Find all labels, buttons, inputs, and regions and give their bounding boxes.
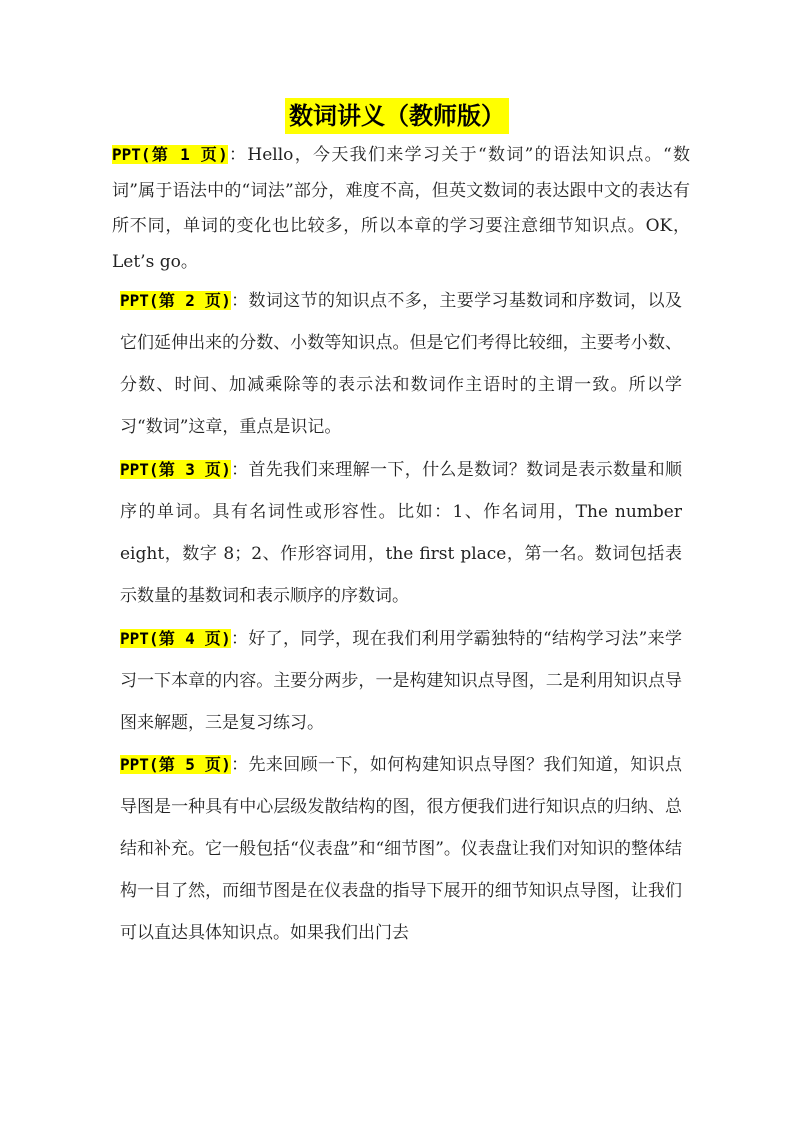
tag-separator: ： — [230, 629, 249, 649]
paragraph-ppt-3 — [120, 449, 682, 617]
tag-separator: ： — [230, 755, 249, 775]
paragraph-text: 先来回顾一下，如何构建知识点导图？我们知道，知识点导图是一种具有中心层级发散结构的图，很方便我们进行知识点的归纳、总结和补充。它一般包括“仪表盘”和“细节图”。仪表盘让我们对知识的整体结构一目了然，而细节图是在仪表盘的指导下展开的细节知识点导图，让我们可以直达具体知识点。如果我们出门去 — [120, 755, 683, 943]
document-title: 数词讲义（教师版） — [285, 98, 509, 134]
paragraph-ppt-1 — [112, 137, 690, 280]
paragraph-text: 数词这节的知识点不多，主要学习基数词和序数词，以及它们延伸出来的分数、小数等知识点。但是它们考得比较细，主要考小数、分数、时间、加减乘除等的表示法和数词作主语时的主谓一致。所以学习“数词”这章，重点是识记。 — [120, 291, 683, 437]
paragraph-text: 好了，同学，现在我们利用学霸独特的“结构学习法”来学习一下本章的内容。主要分两步，一是构建知识点导图，二是利用知识点导图来解题，三是复习练习。 — [120, 629, 682, 733]
paragraph-text: 首先我们来理解一下，什么是数词？数词是表示数量和顺序的单词。具有名词性或形容性。比如：1、作名词用，The number eight，数字 8；2、作形容词用，the first place，第一名。数词包括表示数量的基数词和表示顺序的序数词。 — [120, 460, 683, 606]
paragraph-ppt-4 — [120, 618, 682, 744]
tag-separator: ： — [230, 291, 249, 311]
ppt-tag: PPT(第 1 页) — [112, 145, 228, 164]
tag-separator: ： — [230, 460, 249, 480]
ppt-tag: PPT(第 5 页) — [120, 755, 231, 774]
tag-separator: ： — [227, 145, 248, 165]
ppt-tag: PPT(第 4 页) — [120, 629, 231, 648]
title-wrap — [0, 98, 794, 134]
ppt-tag: PPT(第 3 页) — [120, 460, 231, 479]
paragraph-text: Hello，今天我们来学习关于“数词”的语法知识点。“数词”属于语法中的“词法”部分，难度不高，但英文数词的表达跟中文的表达有所不同，单词的变化也比较多，所以本章的学习要注意细节知识点。OK，Let’s go。 — [112, 145, 690, 272]
paragraph-ppt-5 — [120, 744, 682, 954]
paragraph-ppt-2 — [120, 280, 682, 448]
ppt-tag: PPT(第 2 页) — [120, 291, 231, 310]
